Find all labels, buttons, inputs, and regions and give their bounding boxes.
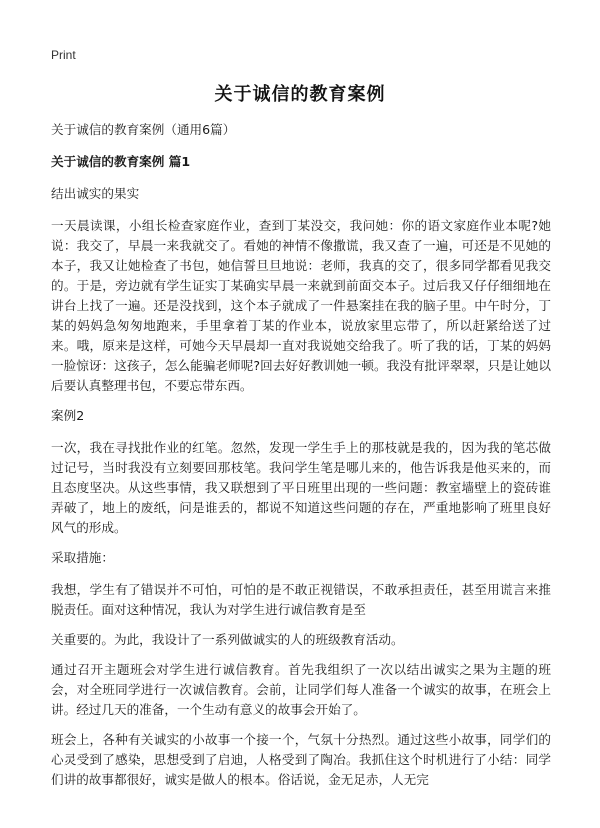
- measures-paragraph-4: 班会上，各种有关诚实的小故事一个接一个，气氛十分热烈。通过这些小故事，同学们的心灵受到了感染，思想受到了启迪，人格受到了陶冶。我抓住这个时机进行了小结：同学们讲的故事都很好，诚实是做人的根本。俗话说，金无足赤，人无完: [51, 732, 551, 787]
- section-heading: 关于诚信的教育案例 篇1: [51, 154, 191, 169]
- case1-paragraph: 一天晨读课，小组长检查家庭作业，查到丁某没交，我问她：你的语文家庭作业本呢?她说：我交了，早晨一来我就交了。看她的神情不像撒谎，我又查了一遍，可还是不见她的本子，我又让她检查了书包，她信誓旦旦地说：老师，我真的交了，很多同学都看见我交的。于是，旁边就有学生证实丁某确实早晨一来就到前面交本子。过后我又仔仔细细地在讲台上找了一遍。还是没找到，这个本子就成了一件悬案挂在我的脑子里。中午时分，丁某的妈妈急匆匆地跑来，手里拿着丁某的作业本，说放家里忘带了，所以赶紧给送了过来。哦，原来是这样，可她今天早晨却一直对我说她交给我了。听了我的话，丁某的妈妈一脸惊讶：这孩子，怎么能骗老师呢?回去好好教训她一顿。我没有批评翠翠，只是让她以后要认真整理书包，不要忘带东西。: [51, 218, 551, 393]
- document-title: 关于诚信的教育案例: [214, 84, 386, 105]
- measures-paragraph-1: 我想，学生有了错误并不可怕，可怕的是不敢正视错误，不敢承担责任，甚至用谎言来推脱责任。面对这种情况，我认为对学生进行诚信教育是至: [51, 582, 551, 617]
- print-label: Print: [51, 48, 76, 62]
- document-subtitle: 关于诚信的教育案例（通用6篇）: [51, 122, 236, 137]
- measures-title: 采取措施：: [51, 550, 114, 565]
- measures-paragraph-2: 关重要的。为此，我设计了一系列做诚实的人的班级教育活动。: [51, 632, 404, 647]
- case2-title: 案例2: [51, 408, 85, 423]
- case2-paragraph: 一次，我在寻找批作业的红笔。忽然，发现一学生手上的那枝就是我的，因为我的笔芯做过记号，当时我没有立刻要回那枝笔。我问学生笔是哪儿来的，他告诉我是他买来的，而且态度坚决。从这些事情，我又联想到了平日班里出现的一些问题：教室墙壁上的瓷砖谁弄破了，地上的废纸，问是谁丢的，都说不知道这些问题的存在，严重地影响了班里良好风气的形成。: [51, 440, 551, 535]
- document-body: [51, 120, 551, 800]
- case1-title: 结出诚实的果实: [51, 186, 140, 201]
- measures-paragraph-3: 通过召开主题班会对学生进行诚信教育。首先我组织了一次以结出诚实之果为主题的班会，对全班同学进行一次诚信教育。会前，让同学们每人准备一个诚实的故事，在班会上讲。经过几天的准备，一个生动有意义的故事会开始了。: [51, 662, 551, 717]
